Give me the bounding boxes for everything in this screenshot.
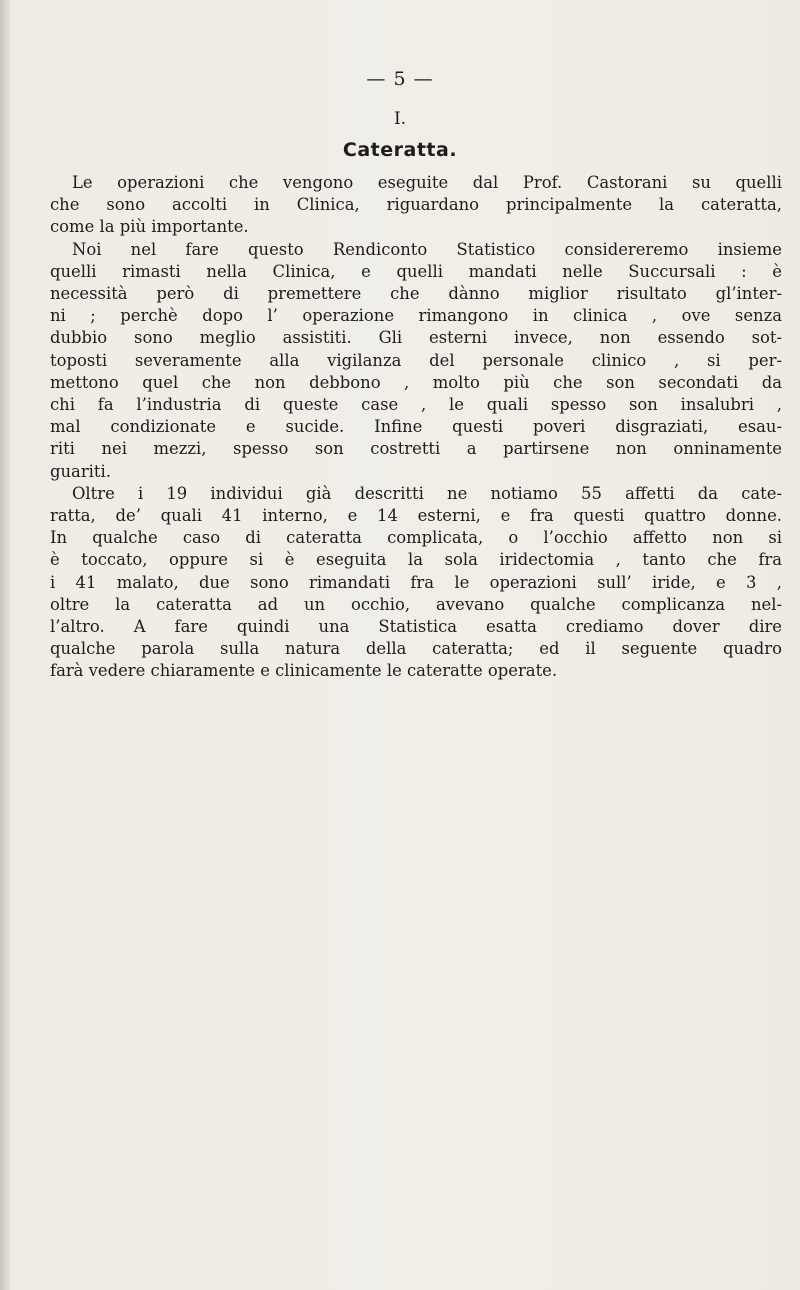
text-line: toposti severamente alla vigilanza del personale clinico , si per- (50, 350, 782, 370)
text-line: necessità però di premettere che dànno miglior risultato gl’inter- (50, 284, 782, 304)
body-text (50, 172, 782, 683)
text-line: quelli rimasti nella Clinica, e quelli mandati nelle Succursali : è (50, 261, 782, 281)
text-line: oltre la cateratta ad un occhio, avevano qualche complicanza nel- (50, 594, 782, 614)
paragraph-2 (50, 239, 782, 483)
text-line: ratta, de’ quali 41 interno, e 14 esterni, e fra questi quattro donne. (50, 506, 782, 526)
text-line: qualche parola sulla natura della cateratta; ed il seguente quadro (50, 639, 782, 659)
page-number: — 5 — (366, 68, 434, 90)
chapter-title: Cateratta. (342, 139, 458, 161)
text-line: è toccato, oppure si è eseguita la sola iridectomia , tanto che fra (50, 550, 782, 570)
binding-edge (0, 0, 10, 1290)
text-line: Oltre i 19 individui già descritti ne notiamo 55 affetti da cate- (72, 483, 782, 503)
text-line: l’altro. A fare quindi una Statistica esatta crediamo dover dire (50, 617, 782, 637)
text-line: Noi nel fare questo Rendiconto Statistico considereremo insieme (72, 239, 782, 259)
text-line: mettono quel che non debbono , molto più che son secondati da (50, 372, 782, 392)
text-line: Le operazioni che vengono eseguite dal Prof. Castorani su quelli (72, 173, 782, 192)
chapter-number: I. (393, 109, 407, 129)
text-line: chi fa l’industria di queste case , le quali spesso son insalubri , (50, 395, 782, 415)
text-line: dubbio sono meglio assistiti. Gli esterni invece, non essendo sot- (50, 328, 782, 348)
text-line: come la più importante. (50, 217, 249, 237)
text-line: riti nei mezzi, spesso son costretti a partirsene non onninamente (50, 439, 782, 459)
text-line: i 41 malato, due sono rimandati fra le operazioni sull’ iride, e 3 , (50, 572, 782, 592)
paragraph-1 (50, 172, 782, 239)
text-line: farà vedere chiaramente e clinicamente le cateratte operate. (50, 661, 558, 681)
text-line: ni ; perchè dopo l’ operazione rimangono in clinica , ove senza (50, 306, 782, 326)
paragraph-3 (50, 483, 782, 683)
text-line: guariti. (50, 461, 111, 481)
text-line: che sono accolti in Clinica, riguardano principalmente la cateratta, (50, 195, 782, 215)
text-line: In qualche caso di cateratta complicata, o l’occhio affetto non si (50, 528, 782, 548)
text-line: mal condizionate e sucide. Infine questi poveri disgraziati, esau- (50, 417, 782, 437)
